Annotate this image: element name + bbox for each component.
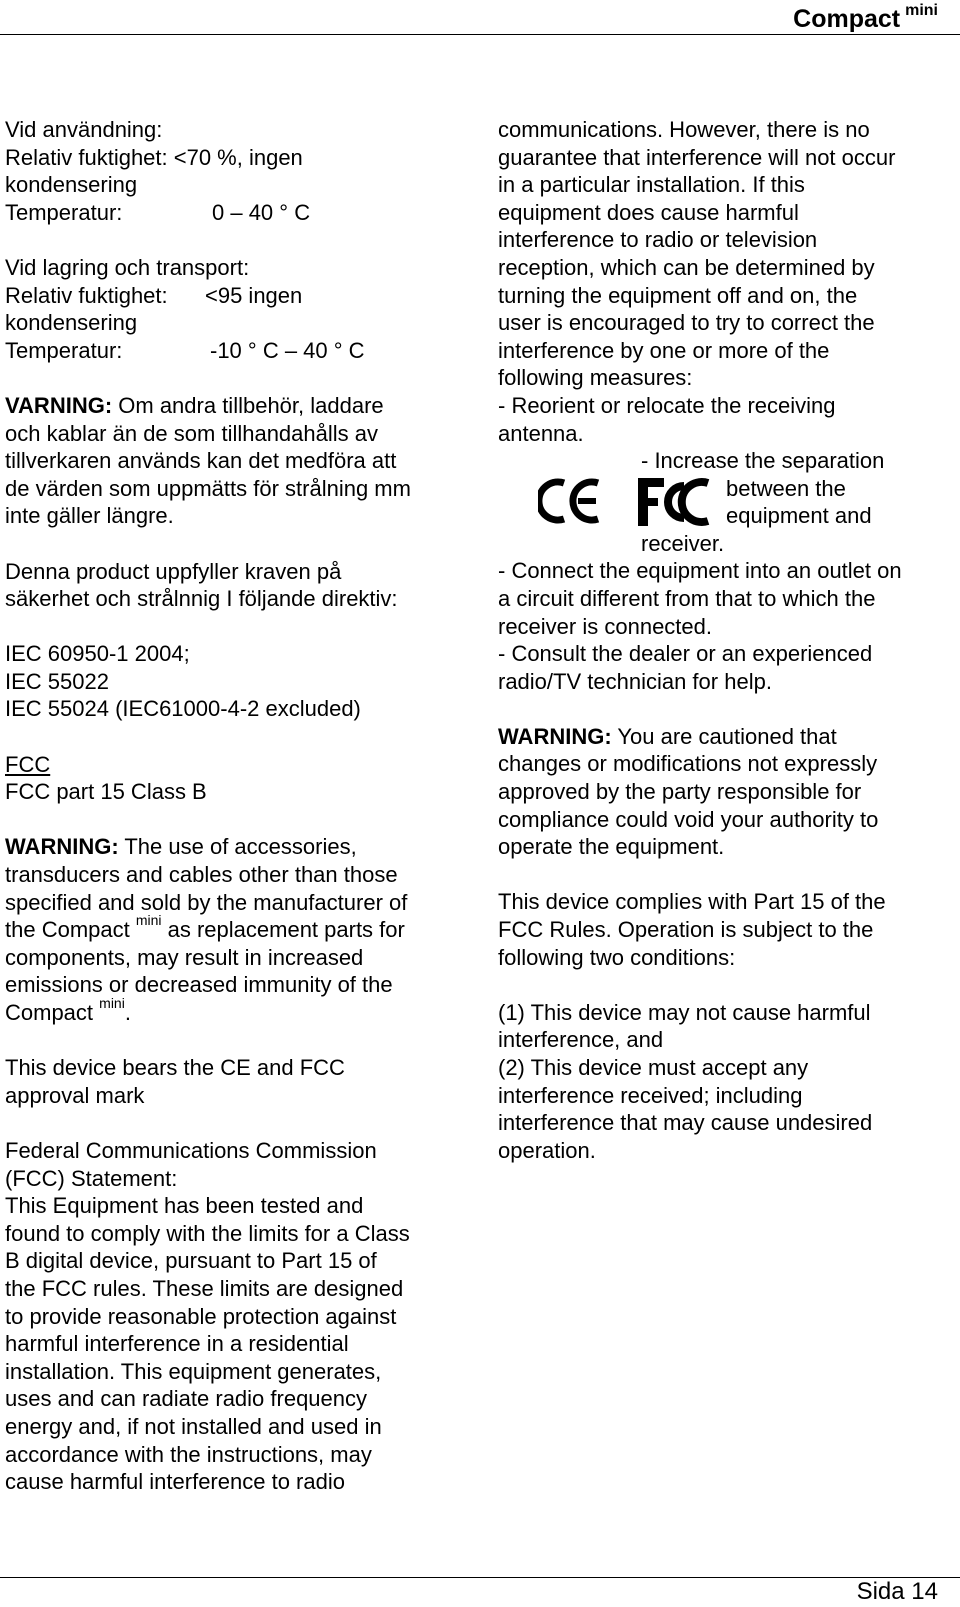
statement-line: uses and can radiate radio frequency — [5, 1386, 368, 1412]
condition-line: (1) This device may not cause harmful — [498, 999, 871, 1025]
condition-line: (2) This device must accept any — [498, 1055, 809, 1080]
storage-temp-label: Temperatur: — [5, 337, 123, 363]
fcc-section — [5, 751, 460, 806]
measure-connect-line: - Connect the equipment into an outlet on — [498, 558, 902, 584]
standard-item: IEC 55022 — [5, 668, 109, 694]
directive-line-1: Denna product uppfyller kraven på — [5, 558, 342, 584]
storage-humidity-label: Relativ fuktighet: — [5, 282, 168, 308]
warning-en-text-4b: as replacement parts for — [161, 917, 405, 943]
warning-en-line-7 — [5, 995, 460, 1027]
directive-line-2: säkerhet och strålnnig I följande direktiv: — [5, 586, 398, 612]
statement-line: installation. This equipment generates, — [5, 1358, 382, 1384]
approval-mark-note — [5, 1054, 460, 1109]
usage-humidity: Relativ fuktighet: <70 %, ingen — [5, 144, 303, 170]
compliance-line: This device complies with Part 15 of the — [498, 889, 886, 915]
mini-superscript: mini — [99, 995, 125, 1011]
statement-line: B digital device, pursuant to Part 15 of — [5, 1248, 377, 1274]
warning-mod-line: approved by the party responsible for — [498, 779, 862, 805]
warning-en-text-7b: . — [124, 1000, 131, 1025]
approval-line-2: approval mark — [5, 1082, 145, 1108]
statement-cont-line: interference by one or more of the — [498, 337, 830, 363]
compliance-line: FCC Rules. Operation is subject to the — [498, 917, 874, 943]
statement-cont-line: communications. However, there is no — [498, 117, 870, 142]
measure-reorient: - Reorient or relocate the receiving — [498, 392, 836, 418]
statement-line: accordance with the instructions, may — [5, 1441, 372, 1467]
usage-temp-label: Temperatur: — [5, 199, 123, 225]
warning-en-line-1 — [5, 833, 460, 861]
measure-connect — [498, 557, 953, 640]
warning-sv-line-2: och kablar än de som tillhandahålls av — [5, 420, 379, 446]
statement-line: energy and, if not installed and used in — [5, 1413, 382, 1439]
warning-mod-label: WARNING: — [498, 723, 612, 749]
usage-temp-value: 0 – 40 ° C — [212, 199, 311, 225]
standard-item: IEC 55024 (IEC61000-4-2 excluded) — [5, 696, 361, 722]
statement-line: cause harmful interference to radio — [5, 1469, 345, 1495]
left-column — [5, 116, 460, 1496]
right-column — [498, 116, 953, 1164]
part15-compliance — [498, 888, 953, 971]
warning-en-line-5: components, may result in increased — [5, 944, 364, 970]
statement-line: This Equipment has been tested and — [5, 1193, 364, 1219]
directive-statement — [5, 558, 460, 613]
statement-line: (FCC) Statement: — [5, 1165, 178, 1191]
warning-sv-text-1: Om andra tillbehör, laddare — [112, 392, 384, 418]
header-rule — [0, 34, 960, 35]
header-title-text: Compact — [793, 5, 901, 33]
footer-rule — [0, 1577, 960, 1578]
measure-separation — [498, 447, 953, 557]
statement-cont-line: interference to radio or television — [498, 227, 818, 253]
storage-conditions — [5, 254, 460, 364]
statement-cont-line: reception, which can be determined by — [498, 254, 875, 280]
page-header-title — [793, 2, 938, 34]
storage-temperature — [5, 337, 460, 365]
warning-en-text-1: The use of accessories, — [118, 834, 357, 860]
measure-separation-line-1: - Increase the separation — [641, 448, 885, 474]
warning-swedish — [5, 392, 460, 530]
fcc-statement-continued — [498, 116, 953, 447]
statement-cont-line: in a particular installation. If this — [498, 172, 805, 198]
statement-line: the FCC rules. These limits are designed — [5, 1275, 404, 1301]
ce-mark-icon — [538, 477, 602, 525]
usage-humidity-cont: kondensering — [5, 172, 138, 198]
condition-line: operation. — [498, 1137, 596, 1163]
header-title-sup: mini — [905, 2, 938, 19]
condition-line: interference, and — [498, 1027, 664, 1053]
measure-separation-line-2: between the — [726, 475, 846, 501]
statement-cont-line: turning the equipment off and on, the — [498, 282, 858, 308]
warning-en-line-4 — [5, 912, 460, 944]
warning-modifications — [498, 723, 953, 861]
usage-heading: Vid användning: — [5, 117, 163, 142]
mini-superscript: mini — [135, 912, 162, 929]
statement-line: Federal Communications Commission — [5, 1137, 377, 1163]
statement-cont-line: equipment does cause harmful — [498, 199, 799, 225]
warning-mod-line: operate the equipment. — [498, 834, 725, 860]
usage-conditions — [5, 116, 460, 226]
compliance-line: following two conditions: — [498, 944, 736, 970]
warning-en-line-2: transducers and cables other than those — [5, 862, 398, 888]
approval-marks-row — [498, 475, 953, 530]
usage-temperature — [5, 199, 460, 227]
condition-line: interference that may cause undesired — [498, 1110, 873, 1136]
statement-line: to provide reasonable protection against — [5, 1303, 397, 1329]
warning-sv-line-5: inte gäller längre. — [5, 503, 174, 529]
statement-cont-line: following measures: — [498, 365, 693, 391]
warning-sv-line-1 — [5, 392, 460, 420]
warning-en-line-6: emissions or decreased immunity of the — [5, 972, 393, 998]
warning-en-label: WARNING: — [5, 834, 119, 860]
warning-mod-text-1: You are cautioned that — [611, 723, 837, 749]
warning-english — [5, 833, 460, 1026]
standards-list — [5, 640, 460, 723]
operating-conditions — [498, 999, 953, 1165]
page-number: Sida 14 — [856, 1578, 938, 1605]
warning-en-text-4a: the Compact — [5, 917, 136, 943]
statement-cont-line: guarantee that interference will not occur — [498, 144, 896, 170]
warning-en-text-7a: Compact — [5, 1000, 100, 1025]
standard-item: IEC 60950-1 2004; — [5, 641, 190, 667]
storage-humidity-cont: kondensering — [5, 310, 138, 336]
statement-line: found to comply with the limits for a Class — [5, 1220, 410, 1246]
fcc-class-line: FCC part 15 Class B — [5, 779, 207, 805]
measure-separation-line-4: receiver. — [641, 530, 725, 556]
warning-mod-line-1 — [498, 723, 953, 751]
warning-sv-line-4: de värden som uppmätts för strålning mm — [5, 475, 411, 501]
measure-consult — [498, 640, 953, 695]
measure-separation-line-3: equipment and — [726, 503, 872, 529]
warning-sv-line-3: tillverkaren används kan det medföra att — [5, 448, 397, 474]
fcc-mark-icon — [636, 474, 712, 530]
measure-consult-line: - Consult the dealer or an experienced — [498, 641, 873, 667]
approval-line-1: This device bears the CE and FCC — [5, 1055, 345, 1081]
marks-text — [726, 475, 872, 530]
measure-connect-line: a circuit different from that to which the — [498, 585, 876, 611]
warning-en-line-3: specified and sold by the manufacturer of — [5, 889, 408, 915]
condition-line: interference received; including — [498, 1082, 803, 1108]
warning-sv-label: VARNING: — [5, 392, 113, 418]
storage-humidity — [5, 282, 460, 310]
storage-humidity-value: <95 ingen — [205, 282, 303, 308]
measure-consult-line: radio/TV technician for help. — [498, 668, 772, 694]
statement-cont-line: user is encouraged to try to correct the — [498, 310, 875, 336]
storage-temp-value: -10 ° C – 40 ° C — [210, 337, 365, 363]
warning-mod-line: changes or modifications not expressly — [498, 751, 878, 777]
measure-connect-line: receiver is connected. — [498, 613, 712, 639]
measure-reorient-cont: antenna. — [498, 420, 584, 446]
statement-line: harmful interference in a residential — [5, 1331, 349, 1357]
storage-heading: Vid lagring och transport: — [5, 254, 250, 280]
fcc-heading: FCC — [5, 751, 51, 777]
warning-mod-line: compliance could void your authority to — [498, 806, 879, 832]
fcc-statement — [5, 1137, 460, 1496]
